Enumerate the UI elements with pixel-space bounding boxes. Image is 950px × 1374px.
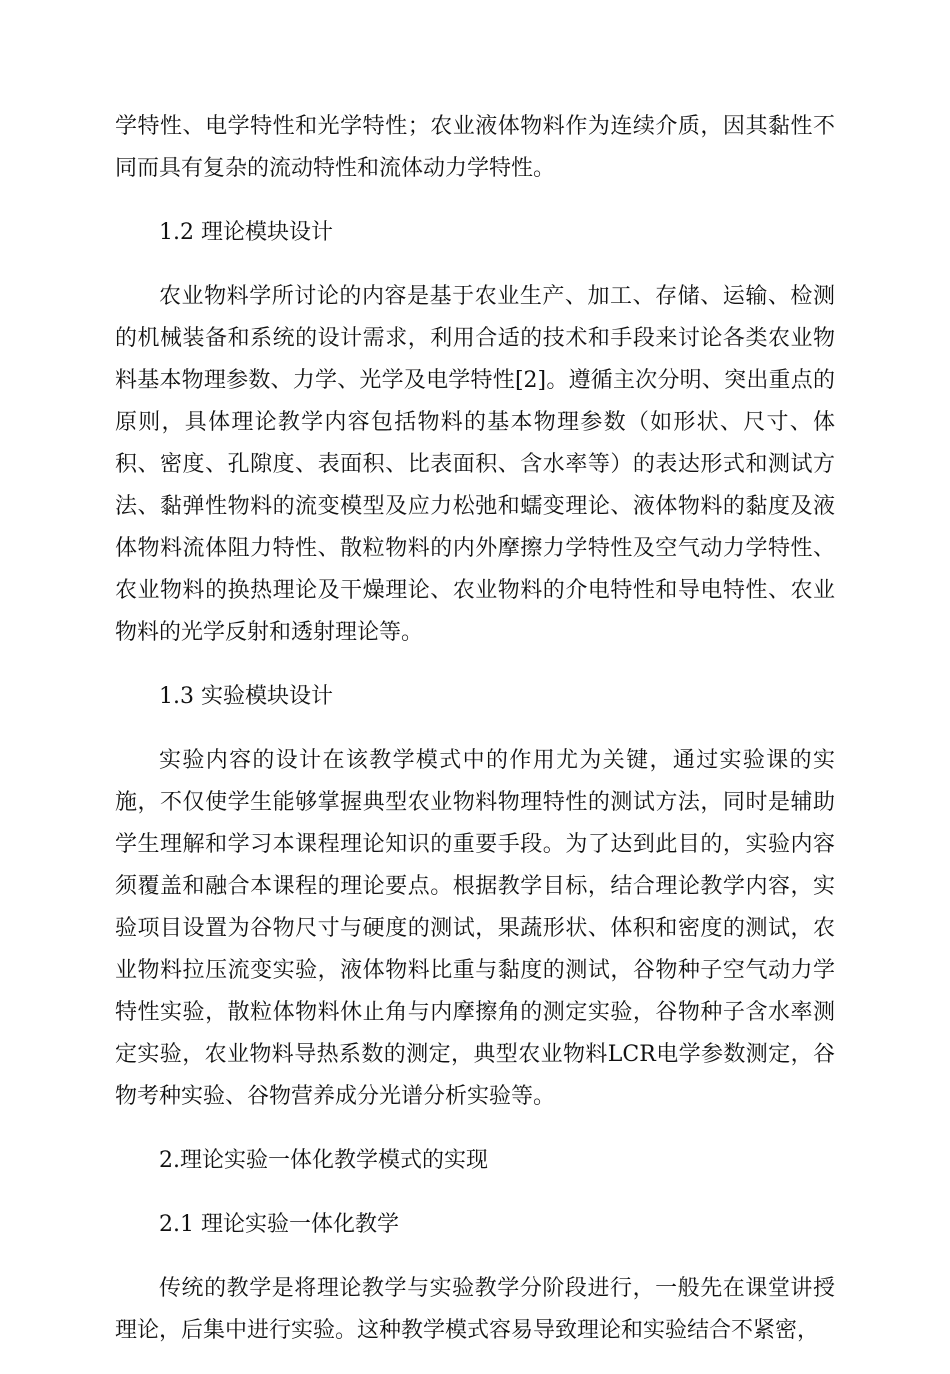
section-heading-1-3: 1.3 实验模块设计 bbox=[159, 684, 333, 709]
paragraph-experiment-module: 实验内容的设计在该教学模式中的作用尤为关键，通过实验课的实施，不仅使学生能够掌握典型农业物料物理特性的测试方法，同时是辅助学生理解和学习本课程理论知识的重要手段。为了达到此目的，实验内容须覆盖和融合本课程的理论要点。根据教学目标，结合理论教学内容，实验项目设置为谷物尺寸与硬度的测试，果蔬形状、体积和密度的测试，农业物料拉压流变实验，液体物料比重与黏度的测试，谷物种子空气动力学特性实验，散粒体物料休止角与内摩擦角的测定实验，谷物种子含水率测定实验，农业物料导热系数的测定，典型农业物料LCR电学参数测定，谷物考种实验、谷物营养成分光谱分析实验等。 bbox=[115, 748, 835, 1109]
section-heading-2: 2.理论实验一体化教学模式的实现 bbox=[159, 1148, 488, 1173]
paragraph-theory-module: 农业物料学所讨论的内容是基于农业生产、加工、存储、运输、检测的机械装备和系统的设计需求，利用合适的技术和手段来讨论各类农业物料基本物理参数、力学、光学及电学特性[2]。遵循主次分明、突出重点的原则，具体理论教学内容包括物料的基本物理参数（如形状、尺寸、体积、密度、孔隙度、表面积、比表面积、含水率等）的表达形式和测试方法、黏弹性物料的流变模型及应力松弛和蠕变理论、液体物料的黏度及液体物料流体阻力特性、散粒物料的内外摩擦力学特性及空气动力学特性、农业物料的换热理论及干燥理论、农业物料的介电特性和导电特性、农业物料的光学反射和透射理论等。 bbox=[115, 284, 835, 645]
section-heading-2-1: 2.1 理论实验一体化教学 bbox=[159, 1212, 399, 1237]
paragraph-continuation: 学特性、电学特性和光学特性；农业液体物料作为连续介质，因其黏性不同而具有复杂的流动特性和流体动力学特性。 bbox=[115, 114, 835, 181]
section-heading-1-2: 1.2 理论模块设计 bbox=[159, 220, 333, 245]
document-page bbox=[115, 106, 835, 1374]
paragraph-integrated-teaching: 传统的教学是将理论教学与实验教学分阶段进行，一般先在课堂讲授理论，后集中进行实验。这种教学模式容易导致理论和实验结合不紧密， bbox=[115, 1276, 835, 1343]
